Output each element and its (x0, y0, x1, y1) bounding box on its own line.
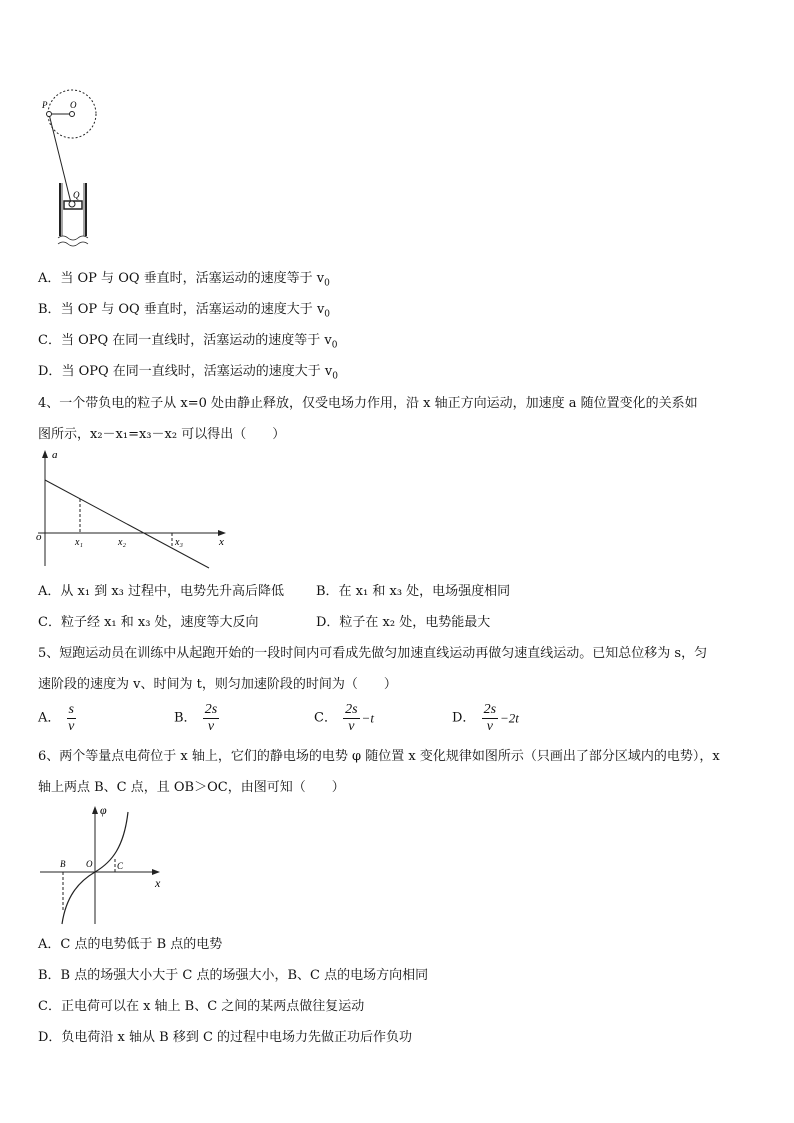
x1-label: x₁ (75, 537, 83, 548)
pivot-o (70, 112, 75, 117)
q6-option-a[interactable]: A．C 点的电势低于 B 点的电势 (38, 937, 223, 952)
pivot-p (47, 112, 52, 117)
phi-axis-label: φ (100, 803, 107, 817)
q5-option-d[interactable]: D． $\frac{2s}{v}$ −2t (452, 702, 519, 734)
q5-option-a[interactable]: A． $\frac{s}{v}$ (38, 702, 75, 734)
q6-stem-line-2: 轴上两点 B、C 点，且 OB＞OC，由图可知（ ） (38, 780, 345, 795)
q4-option-b[interactable]: B．在 x₁ 和 x₃ 处，电场强度相同 (316, 584, 511, 599)
q3-option-b[interactable]: B．当 OP 与 OQ 垂直时，活塞运动的速度大于 $v_0$ (38, 302, 331, 320)
q5-option-c[interactable]: C． $\frac{2s}{v}$ −t (314, 702, 374, 734)
x3-label: x₃ (175, 537, 183, 548)
x2-label: x₂ (118, 537, 126, 548)
a-axis-label: a (52, 449, 58, 461)
label-q: Q (73, 190, 80, 200)
q6-option-d[interactable]: D．负电荷沿 x 轴从 B 移到 C 的过程中电场力先做正功后作负功 (38, 1030, 413, 1045)
c-label: C (117, 861, 124, 871)
q4-option-c[interactable]: C．粒子经 x₁ 和 x₃ 处，速度等大反向 (38, 615, 259, 630)
fraction: $\frac{2s}{v}$ (483, 702, 497, 734)
q3-option-a[interactable]: A．当 OP 与 OQ 垂直时，活塞运动的速度等于 $v_0$ (38, 271, 330, 289)
q6-option-b[interactable]: B．B 点的场强大小大于 C 点的场强大小，B、C 点的电场方向相同 (38, 968, 429, 983)
crank-piston-figure (38, 88, 108, 253)
q3-option-c[interactable]: C．当 OPQ 在同一直线时，活塞运动的速度等于 $v_0$ (38, 333, 338, 351)
q6-potential-graph (38, 802, 173, 930)
q4-option-d[interactable]: D．粒子在 x₂ 处，电势能最大 (316, 615, 491, 630)
q6-option-c[interactable]: C．正电荷可以在 x 轴上 B、C 之间的某两点做往复运动 (38, 999, 365, 1014)
q4-acceleration-graph (36, 448, 236, 573)
fraction: $\frac{2s}{v}$ (204, 702, 218, 734)
q6-stem-line-1: 6、两个等量点电荷位于 x 轴上，它们的静电场的电势 φ 随位置 x 变化规律如图所示（只画出了部分区域内的电势），x (38, 749, 720, 764)
label-p: P (42, 100, 48, 110)
origin-label: o (36, 531, 42, 543)
q4-option-a[interactable]: A．从 x₁ 到 x₃ 过程中，电势先升高后降低 (38, 584, 285, 599)
q4-stem-line-1: 4、一个带负电的粒子从 x=0 处由静止释放，仅受电场力作用，沿 x 轴正方向运动，加速度 a 随位置变化的关系如 (38, 396, 698, 411)
o-label: O (86, 859, 93, 869)
x-axis-label: x (155, 876, 161, 890)
fraction: $\frac{2s}{v}$ (345, 702, 358, 734)
x-axis-label: x (219, 536, 224, 548)
a-vs-x-line (45, 480, 209, 568)
q3-option-d[interactable]: D．当 OPQ 在同一直线时，活塞运动的速度大于 $v_0$ (38, 364, 338, 382)
q5-option-b[interactable]: B． $\frac{2s}{v}$ (174, 702, 218, 734)
q4-stem-line-2: 图所示，x₂－x₁=x₃－x₂ 可以得出（ ） (38, 427, 286, 442)
b-label: B (60, 859, 66, 869)
label-o: O (70, 100, 77, 110)
q5-stem-line-1: 5、短跑运动员在训练中从起跑开始的一段时间内可看成先做匀加速直线运动再做匀速直线运动。已知总位移为 s，匀 (38, 646, 708, 661)
fraction: $\frac{s}{v}$ (68, 702, 75, 734)
q5-stem-line-2: 速阶段的速度为 v、时间为 t，则匀加速阶段的时间为（ ） (38, 677, 397, 692)
